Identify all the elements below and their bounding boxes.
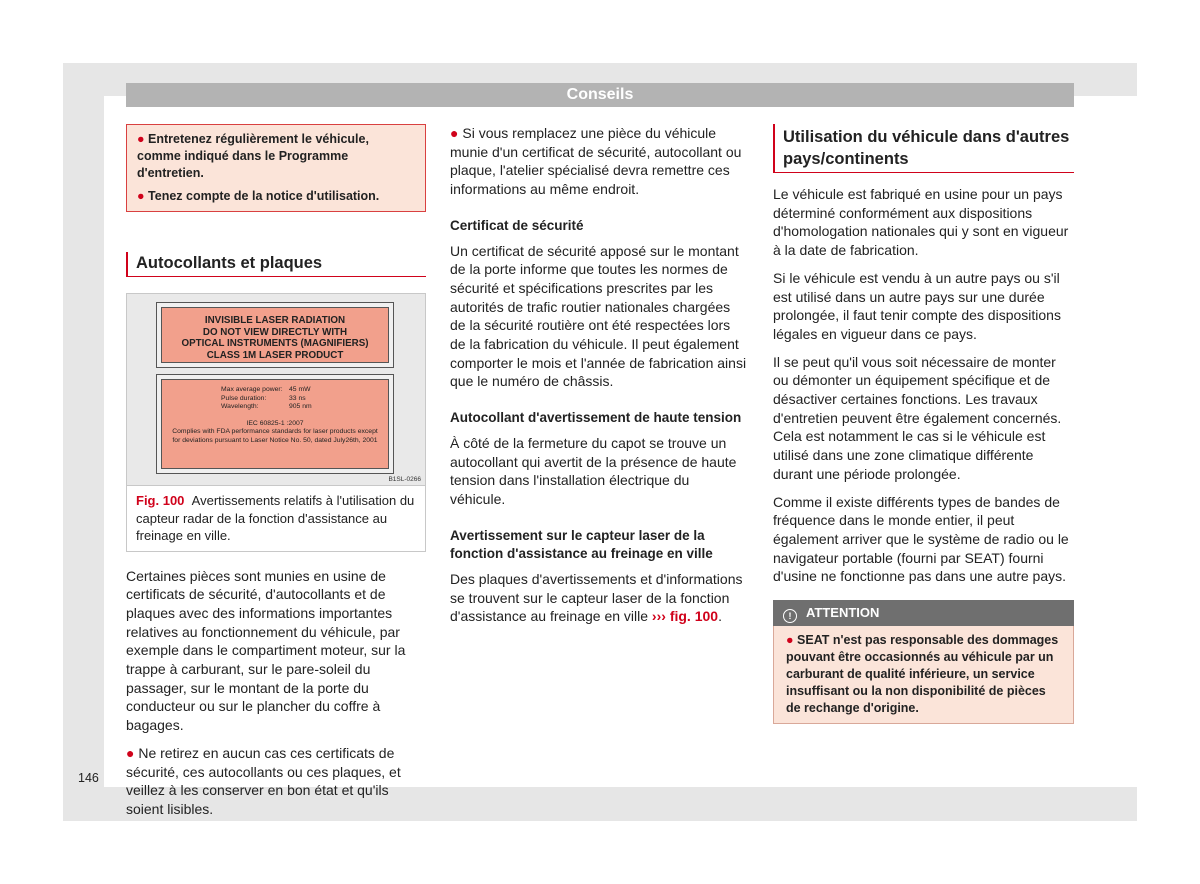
section-title: Autocollants et plaques [126, 252, 426, 277]
paragraph: Des plaques d'avertissements et d'informations se trouvent sur le capteur laser de la fonction d'assistance au freinage en ville ››› fig. 100. [450, 571, 743, 625]
tips-box [126, 124, 426, 212]
bullet-icon: ● [137, 132, 149, 146]
tip-item: ● Tenez compte de la notice d'utilisation. [137, 189, 380, 203]
paragraph: ● Ne retirez en aucun cas ces certificats de sécurité, ces autocollants ou ces plaques, et veillez à les conserver en bon état et qu'ils soient lisibles. [126, 744, 401, 817]
figure-image [127, 294, 425, 485]
page-number: 146 [78, 771, 99, 785]
bullet-icon: ● [126, 744, 139, 761]
paragraph: Si le véhicule est vendu à un autre pays ou s'il est utilisé dans un autre pays sur une durée prolongée, il faut tenir compte des dispositions légales en vigueur dans ce pays. [773, 269, 1061, 342]
figure-number: Fig. 100 [136, 493, 185, 508]
attention-box [773, 600, 1074, 724]
paragraph: Certaines pièces sont munies en usine de certificats de sécurité, d'autocollants et de plaques avec des informations importantes relatives au fonctionnement du véhicule, par exemple dans le compartiment moteur, sur la trappe à carburant, sur le pare-soleil du passager, sur le montant de la porte du conducteur ou sur le plancher du coffre à bagages. [126, 567, 406, 734]
attention-body: ● SEAT n'est pas responsable des dommages pouvant être occasionnés au véhicule par un carburant de qualité inférieure, un service insuffisant ou la non disponibilité de pièces de rechange d'origine. [773, 626, 1074, 724]
page-header: Conseils [126, 83, 1074, 107]
figure-code: B1SL-0266 [388, 476, 421, 483]
paragraph: Il se peut qu'il vous soit nécessaire de monter ou démonter un équipement spécifique et de désactiver certaines fonctions. Les travaux d'entretien peuvent être également concernés. Cela est notamment le cas si le véhicule est utilisé dans une zone climatique différente durant une période prolongée. [773, 353, 1062, 482]
tip-item: ● Entretenez régulièrement le véhicule, comme indiqué dans le Programme d'entretien. [137, 132, 369, 180]
figure-caption: Fig. 100 Avertissements relatifs à l'utilisation du capteur radar de la fonction d'assistance au freinage en ville. [127, 485, 425, 551]
laser-warning-label: INVISIBLE LASER RADIATION DO NOT VIEW DIRECTLY WITH OPTICAL INSTRUMENTS (MAGNIFIERS) CLASS 1M LASER PRODUCT [156, 302, 394, 368]
figure-reference-link[interactable]: ››› fig. 100 [651, 608, 719, 625]
column-right [773, 124, 1074, 724]
paragraph: Comme il existe différents types de bandes de fréquence dans le monde entier, il peut également arriver que le système de radio ou le navigateur portable (fourni par SEAT) fourni d'usine ne fonctionne pas dans une autre pays. [773, 493, 1069, 585]
figure-100 [126, 293, 426, 552]
paragraph: À côté de la fermeture du capot se trouve un autocollant qui avertit de la présence de haute tension dans l'installation électrique du véhicule. [450, 434, 737, 507]
bullet-icon: ● [137, 189, 149, 203]
warning-icon: ! [783, 609, 797, 623]
subheading: Autocollant d'avertissement de haute tension [450, 410, 742, 426]
attention-header: ! ATTENTION [773, 600, 1074, 626]
laser-spec-label: Max average power: 45 mW Pulse duration: 33 ns Wavelength: 905 nm IEC 60825-1 :2007 Complies with FDA performance standards for laser products except for deviations pursuant to Laser Notice No. 50, dated July26th, 2001 [156, 374, 394, 474]
subheading: Certificat de sécurité [450, 217, 584, 233]
subheading: Avertissement sur le capteur laser de la fonction d'assistance au freinage en ville [450, 527, 713, 562]
paragraph: Un certificat de sécurité apposé sur le montant de la porte informe que toutes les normes de sécurité et spécifications prescrites par les autorités de trafic routier nationales chargées de la sécurité routière ont été respectées lors de la fabrication du véhicule. Il peut également comporter le mois et l'année de fabrication ainsi que le numéro de châssis. [450, 242, 747, 390]
paragraph: Le véhicule est fabriqué en usine pour un pays déterminé conformément aux dispositions d'homologation nationales qui y sont en vigueur à la date de fabrication. [773, 186, 1069, 259]
section-title: Utilisation du véhicule dans d'autres pays/continents [773, 124, 1074, 173]
column-middle [450, 124, 748, 626]
column-left [126, 124, 426, 819]
bullet-icon: ● [450, 125, 463, 141]
paragraph: ● Si vous remplacez une pièce du véhicule munie d'un certificat de sécurité, autocollant ou plaque, l'atelier spécialisé devra remettre ces informations au même endroit. [450, 125, 742, 198]
bullet-icon: ● [786, 633, 798, 648]
